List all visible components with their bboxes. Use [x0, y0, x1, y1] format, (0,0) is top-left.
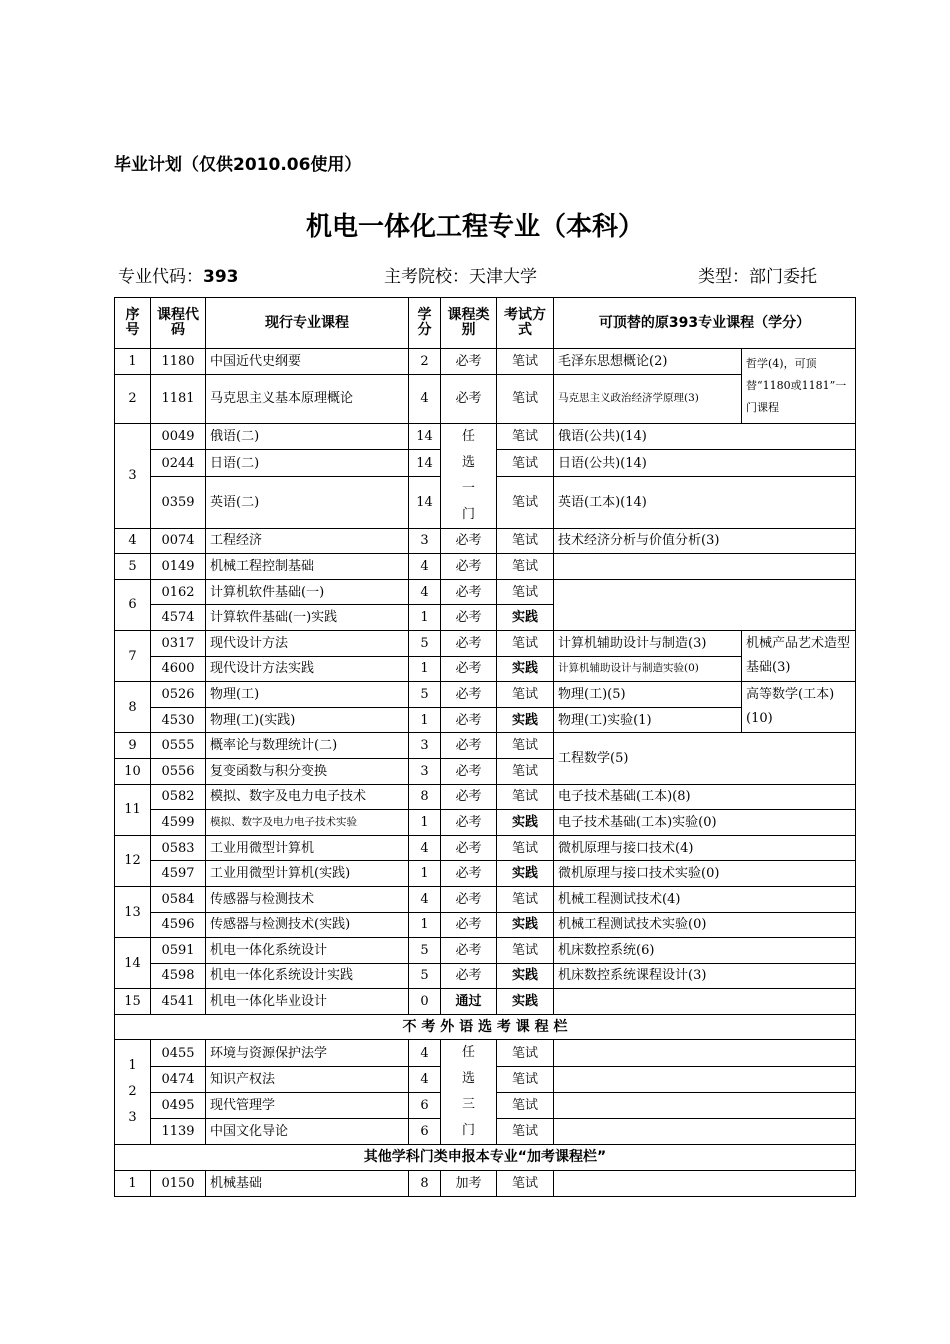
exam-cell: 实践 — [497, 861, 554, 887]
table-row — [115, 912, 856, 938]
credit-cell: 4 — [409, 835, 441, 861]
header-course: 现行专业课程 — [206, 298, 409, 349]
replace-cell: 毛泽东思想概论(2) — [554, 349, 742, 375]
course-cell: 马克思主义基本原理概论 — [206, 374, 409, 423]
exam-cell: 笔试 — [497, 682, 554, 708]
code-cell: 4599 — [151, 810, 206, 836]
plan-title: 毕业计划（仅供2010.06使用） — [114, 155, 362, 175]
course-cell: 机械工程控制基础 — [206, 554, 409, 580]
code-cell: 0162 — [151, 579, 206, 605]
course-cell: 机电一体化系统设计实践 — [206, 963, 409, 989]
credit-cell: 1 — [409, 810, 441, 836]
category-cell: 必考 — [441, 528, 497, 554]
section-row — [115, 1145, 856, 1171]
code-cell: 4530 — [151, 707, 206, 733]
seq-cell: 12 — [115, 835, 151, 886]
table-row — [115, 963, 856, 989]
examining-school: 主考院校：天津大学 — [384, 267, 537, 287]
replace-cell: 机床数控系统课程设计(3) — [554, 963, 856, 989]
exam-cell: 笔试 — [497, 579, 554, 605]
course-cell: 计算机软件基础(一) — [206, 579, 409, 605]
exam-cell: 实践 — [497, 707, 554, 733]
category-cell: 必考 — [441, 784, 497, 810]
header-seq: 序号 — [115, 298, 151, 349]
code-cell: 0526 — [151, 682, 206, 708]
category-cell: 必考 — [441, 605, 497, 631]
course-cell: 传感器与检测技术 — [206, 886, 409, 912]
category-cell: 任选三门 — [441, 1040, 497, 1145]
replace-cell: 工程数学(5) — [554, 733, 856, 784]
page-title: 机电一体化工程专业（本科） — [305, 212, 644, 242]
code-cell: 1180 — [151, 349, 206, 375]
replace-cell — [554, 554, 856, 580]
course-cell: 现代管理学 — [206, 1092, 409, 1118]
credit-cell: 3 — [409, 733, 441, 759]
credit-cell: 1 — [409, 605, 441, 631]
code-cell: 0583 — [151, 835, 206, 861]
course-cell: 工业用微型计算机(实践) — [206, 861, 409, 887]
category-cell: 必考 — [441, 886, 497, 912]
exam-cell: 笔试 — [497, 1066, 554, 1092]
credit-cell: 14 — [409, 450, 441, 477]
course-cell: 工业用微型计算机 — [206, 835, 409, 861]
code-cell: 0582 — [151, 784, 206, 810]
course-cell: 物理(工) — [206, 682, 409, 708]
code-cell: 0474 — [151, 1066, 206, 1092]
credit-cell: 6 — [409, 1092, 441, 1118]
replace-cell: 物理(工)(5) — [554, 682, 742, 708]
seq-cell: 5 — [115, 554, 151, 580]
seq-cell: 2 — [115, 374, 151, 423]
replace-cell — [554, 1066, 856, 1092]
exam-cell: 笔试 — [497, 374, 554, 423]
header-credit: 学分 — [409, 298, 441, 349]
replace-cell: 机械工程测试技术(4) — [554, 886, 856, 912]
replace-cell — [554, 1171, 856, 1197]
course-cell: 计算软件基础(一)实践 — [206, 605, 409, 631]
category-cell: 通过 — [441, 989, 497, 1015]
section-extra: 其他学科门类申报本专业“加考课程栏” — [115, 1145, 856, 1171]
seq-cell: 11 — [115, 784, 151, 835]
credit-cell: 1 — [409, 861, 441, 887]
seq-cell: 10 — [115, 758, 151, 784]
credit-cell: 8 — [409, 1171, 441, 1197]
category-cell: 必考 — [441, 682, 497, 708]
code-cell: 0591 — [151, 938, 206, 964]
credit-cell: 5 — [409, 630, 441, 656]
replace-cell: 英语(工本)(14) — [554, 477, 856, 528]
course-cell: 机电一体化毕业设计 — [206, 989, 409, 1015]
credit-cell: 8 — [409, 784, 441, 810]
code-cell: 0244 — [151, 450, 206, 477]
table-row — [115, 349, 856, 375]
exam-cell: 笔试 — [497, 886, 554, 912]
seq-cell: 14 — [115, 938, 151, 989]
course-cell: 物理(工)(实践) — [206, 707, 409, 733]
category-cell: 必考 — [441, 861, 497, 887]
header-code: 课程代码 — [151, 298, 206, 349]
code-cell: 0455 — [151, 1040, 206, 1066]
exam-cell: 笔试 — [497, 630, 554, 656]
seq-cell: 15 — [115, 989, 151, 1015]
code-cell: 0049 — [151, 423, 206, 450]
category-cell: 必考 — [441, 912, 497, 938]
credit-cell: 3 — [409, 758, 441, 784]
category-cell: 必考 — [441, 374, 497, 423]
category-cell: 必考 — [441, 630, 497, 656]
code-cell: 0584 — [151, 886, 206, 912]
course-cell: 模拟、数字及电力电子技术 — [206, 784, 409, 810]
code-cell: 0556 — [151, 758, 206, 784]
code-cell: 0074 — [151, 528, 206, 554]
table-row — [115, 886, 856, 912]
exam-cell: 笔试 — [497, 938, 554, 964]
credit-cell: 2 — [409, 349, 441, 375]
exam-cell: 实践 — [497, 912, 554, 938]
replace-cell: 日语(公共)(14) — [554, 450, 856, 477]
course-cell: 日语(二) — [206, 450, 409, 477]
replace-cell: 微机原理与接口技术实验(0) — [554, 861, 856, 887]
course-cell: 机电一体化系统设计 — [206, 938, 409, 964]
course-cell: 机械基础 — [206, 1171, 409, 1197]
replace-cell: 马克思主义政治经济学原理(3) — [554, 374, 742, 423]
exam-cell: 实践 — [497, 605, 554, 631]
replace-cell — [554, 1119, 856, 1145]
category-cell: 加考 — [441, 1171, 497, 1197]
exam-cell: 笔试 — [497, 758, 554, 784]
seq-cell: 7 — [115, 630, 151, 681]
seq-cell: 13 — [115, 886, 151, 937]
replace-cell: 机床数控系统(6) — [554, 938, 856, 964]
note-art: 机械产品艺术造型基础(3) — [742, 630, 856, 681]
exam-cell: 笔试 — [497, 450, 554, 477]
table-row — [115, 554, 856, 580]
credit-cell: 4 — [409, 1066, 441, 1092]
graduation-plan-table — [114, 297, 856, 1197]
category-cell: 必考 — [441, 963, 497, 989]
section-row — [115, 1014, 856, 1040]
course-cell: 知识产权法 — [206, 1066, 409, 1092]
table-row — [115, 1171, 856, 1197]
category-cell: 必考 — [441, 733, 497, 759]
code-cell: 1139 — [151, 1119, 206, 1145]
code-cell: 4600 — [151, 656, 206, 682]
header-exam: 考试方式 — [497, 298, 554, 349]
code-cell: 4541 — [151, 989, 206, 1015]
major-type: 类型：部门委托 — [698, 267, 817, 287]
code-cell: 4596 — [151, 912, 206, 938]
exam-cell: 笔试 — [497, 554, 554, 580]
replace-cell — [554, 1092, 856, 1118]
credit-cell: 0 — [409, 989, 441, 1015]
course-cell: 俄语(二) — [206, 423, 409, 450]
table-row — [115, 630, 856, 656]
category-cell: 任选一门 — [441, 423, 497, 528]
major-code: 专业代码：393 — [118, 267, 239, 287]
category-cell: 必考 — [441, 349, 497, 375]
code-cell: 0495 — [151, 1092, 206, 1118]
table-row — [115, 938, 856, 964]
replace-cell: 计算机辅助设计与制造(3) — [554, 630, 742, 656]
credit-cell: 4 — [409, 1040, 441, 1066]
credit-cell: 4 — [409, 554, 441, 580]
category-cell: 必考 — [441, 656, 497, 682]
code-cell: 0150 — [151, 1171, 206, 1197]
replace-cell: 微机原理与接口技术(4) — [554, 835, 856, 861]
table-row — [115, 733, 856, 759]
seq-cell: 123 — [115, 1040, 151, 1145]
category-cell: 必考 — [441, 707, 497, 733]
replace-cell — [554, 989, 856, 1015]
section-no-language: 不 考 外 语 选 考 课 程 栏 — [115, 1014, 856, 1040]
category-cell: 必考 — [441, 810, 497, 836]
exam-cell: 笔试 — [497, 733, 554, 759]
table-row — [115, 579, 856, 605]
course-cell: 现代设计方法实践 — [206, 656, 409, 682]
exam-cell: 笔试 — [497, 1119, 554, 1145]
replace-cell: 技术经济分析与价值分析(3) — [554, 528, 856, 554]
table-row — [115, 1040, 856, 1066]
credit-cell: 14 — [409, 477, 441, 528]
credit-cell: 5 — [409, 963, 441, 989]
exam-cell: 笔试 — [497, 349, 554, 375]
course-cell: 现代设计方法 — [206, 630, 409, 656]
course-cell: 环境与资源保护法学 — [206, 1040, 409, 1066]
credit-cell: 6 — [409, 1119, 441, 1145]
code-cell: 4598 — [151, 963, 206, 989]
course-cell: 概率论与数理统计(二) — [206, 733, 409, 759]
table-row — [115, 835, 856, 861]
category-cell: 必考 — [441, 579, 497, 605]
credit-cell: 4 — [409, 374, 441, 423]
table-row — [115, 682, 856, 708]
replace-cell — [554, 579, 856, 630]
category-cell: 必考 — [441, 554, 497, 580]
course-cell: 英语(二) — [206, 477, 409, 528]
course-cell: 传感器与检测技术(实践) — [206, 912, 409, 938]
category-cell: 必考 — [441, 938, 497, 964]
replace-cell: 俄语(公共)(14) — [554, 423, 856, 450]
code-cell: 0317 — [151, 630, 206, 656]
replace-cell: 电子技术基础(工本)实验(0) — [554, 810, 856, 836]
credit-cell: 4 — [409, 579, 441, 605]
seq-cell: 1 — [115, 349, 151, 375]
code-cell: 0555 — [151, 733, 206, 759]
replace-cell: 电子技术基础(工本)(8) — [554, 784, 856, 810]
credit-cell: 5 — [409, 682, 441, 708]
code-cell: 1181 — [151, 374, 206, 423]
exam-cell: 笔试 — [497, 1092, 554, 1118]
code-cell: 4597 — [151, 861, 206, 887]
credit-cell: 4 — [409, 886, 441, 912]
seq-cell: 1 — [115, 1171, 151, 1197]
course-cell: 中国近代史纲要 — [206, 349, 409, 375]
replace-cell — [554, 1040, 856, 1066]
seq-cell: 4 — [115, 528, 151, 554]
course-cell: 中国文化导论 — [206, 1119, 409, 1145]
seq-cell: 6 — [115, 579, 151, 630]
replace-cell: 机械工程测试技术实验(0) — [554, 912, 856, 938]
table-row — [115, 810, 856, 836]
note-philosophy: 哲学(4)，可顶替“1180或1181”一门课程 — [742, 349, 856, 424]
seq-cell: 8 — [115, 682, 151, 733]
replace-cell: 计算机辅助设计与制造实验(0) — [554, 656, 742, 682]
category-cell: 必考 — [441, 835, 497, 861]
course-cell: 模拟、数字及电力电子技术实验 — [206, 810, 409, 836]
exam-cell: 笔试 — [497, 423, 554, 450]
table-header — [115, 298, 856, 349]
exam-cell: 实践 — [497, 656, 554, 682]
credit-cell: 1 — [409, 656, 441, 682]
header-category: 课程类别 — [441, 298, 497, 349]
category-cell: 必考 — [441, 758, 497, 784]
credit-cell: 5 — [409, 938, 441, 964]
credit-cell: 1 — [409, 912, 441, 938]
replace-cell: 物理(工)实验(1) — [554, 707, 742, 733]
table-row — [115, 861, 856, 887]
course-cell: 工程经济 — [206, 528, 409, 554]
credit-cell: 14 — [409, 423, 441, 450]
seq-cell: 9 — [115, 733, 151, 759]
seq-cell: 3 — [115, 423, 151, 528]
exam-cell: 笔试 — [497, 784, 554, 810]
exam-cell: 笔试 — [497, 477, 554, 528]
exam-cell: 笔试 — [497, 528, 554, 554]
table-row — [115, 528, 856, 554]
code-cell: 0359 — [151, 477, 206, 528]
exam-cell: 实践 — [497, 963, 554, 989]
exam-cell: 笔试 — [497, 1171, 554, 1197]
code-cell: 4574 — [151, 605, 206, 631]
exam-cell: 笔试 — [497, 1040, 554, 1066]
credit-cell: 1 — [409, 707, 441, 733]
exam-cell: 实践 — [497, 810, 554, 836]
table-row — [115, 423, 856, 450]
table-row — [115, 784, 856, 810]
exam-cell: 笔试 — [497, 835, 554, 861]
exam-cell: 实践 — [497, 989, 554, 1015]
header-replace: 可顶替的原393专业课程（学分） — [554, 298, 856, 349]
note-math: 高等数学(工本)(10) — [742, 682, 856, 733]
credit-cell: 3 — [409, 528, 441, 554]
table-row — [115, 989, 856, 1015]
course-cell: 复变函数与积分变换 — [206, 758, 409, 784]
code-cell: 0149 — [151, 554, 206, 580]
